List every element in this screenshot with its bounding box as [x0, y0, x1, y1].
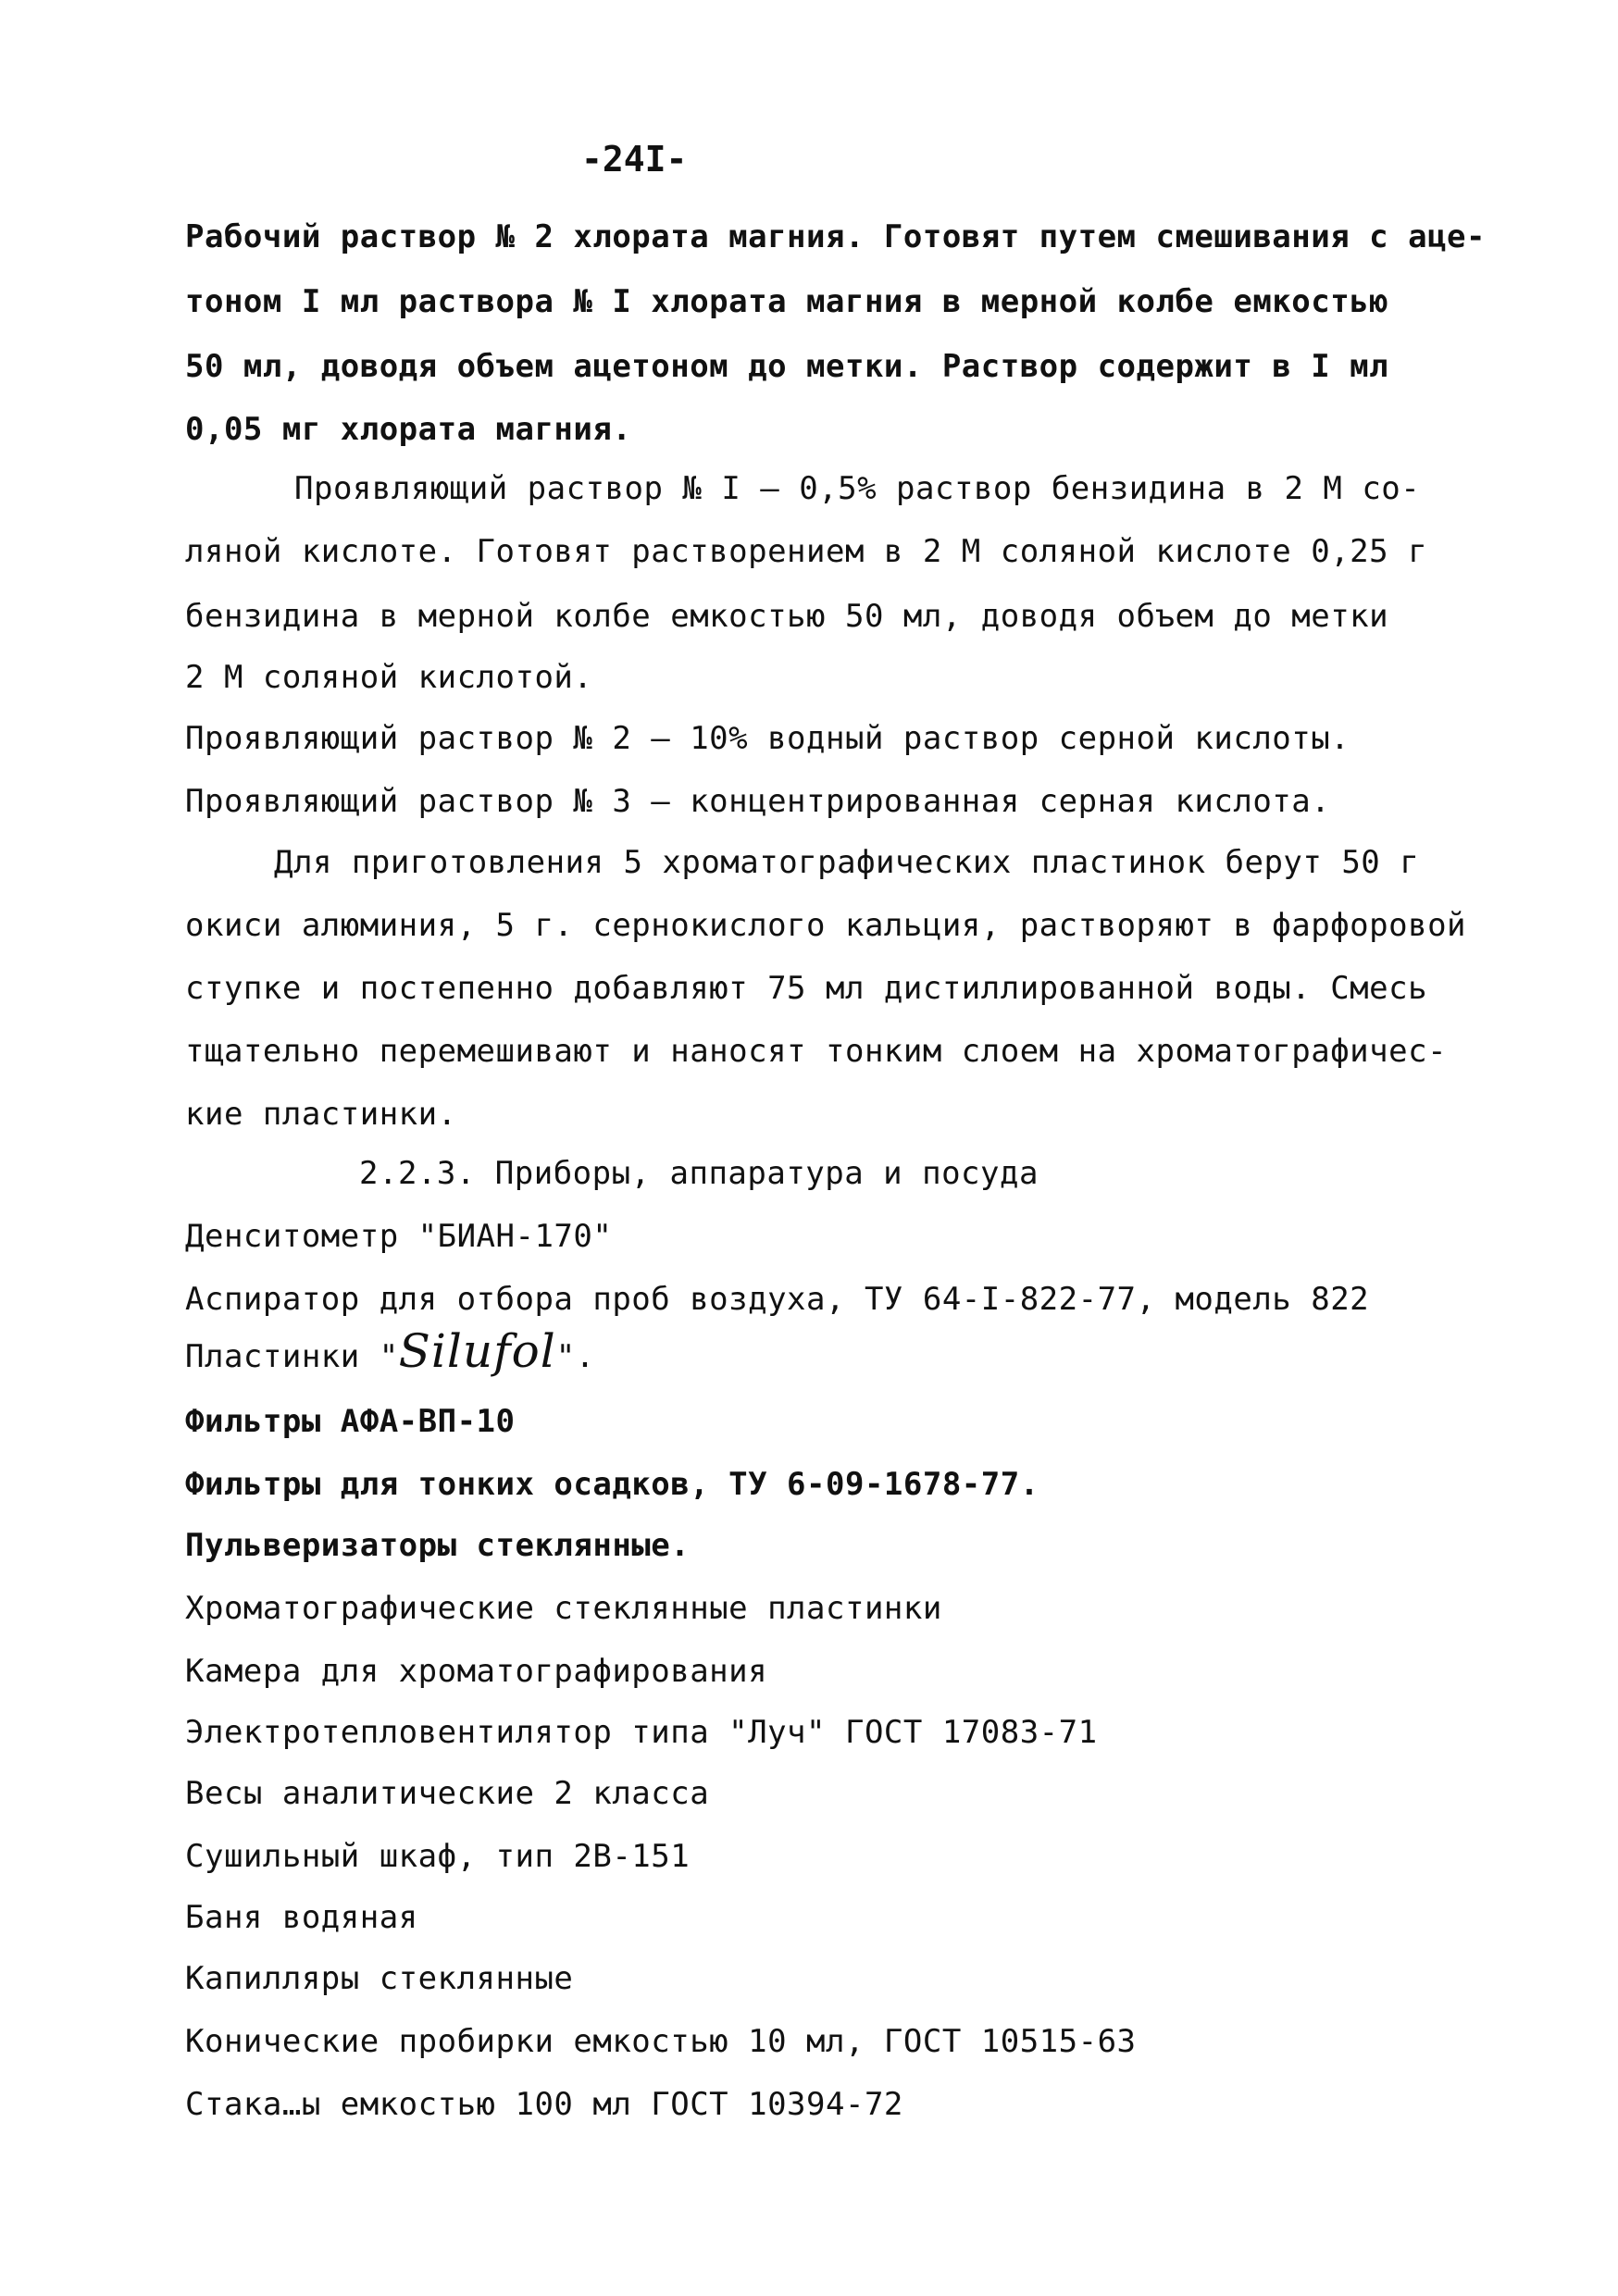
equipment-item-label: ".: [555, 1338, 595, 1375]
equipment-item: Денситометр "БИАН-170": [185, 1218, 613, 1255]
equipment-item-label: Пластинки ": [185, 1338, 399, 1375]
text-line: Проявляющий раствор № I – 0,5% раствор бензидина в 2 М со-: [294, 470, 1421, 507]
equipment-item: Весы аналитические 2 класса: [185, 1775, 710, 1812]
equipment-item: Фильтры АФА-ВП-10: [185, 1403, 516, 1440]
equipment-item: Хроматографические стеклянные пластинки: [185, 1590, 942, 1627]
equipment-item: Баня водяная: [185, 1899, 418, 1936]
equipment-item-plates: [185, 1324, 595, 1378]
equipment-item: Стака…ы емкостью 100 мл ГОСТ 10394-72: [185, 2086, 903, 2123]
equipment-item: Капилляры стеклянные: [185, 1960, 574, 1997]
text-line: Рабочий раствор № 2 хлората магния. Готовят путем смешивания с аце-: [185, 218, 1486, 255]
text-line: 0,05 мг хлората магния.: [185, 411, 632, 448]
text-line: бензидина в мерной колбе емкостью 50 мл, доводя объем до метки: [185, 598, 1389, 635]
text-line: тщательно перемешивают и наносят тонким слоем на хроматографичес-: [185, 1033, 1448, 1070]
text-line: 50 мл, доводя объем ацетоном до метки. Раствор содержит в I мл: [185, 348, 1389, 385]
text-line: ступке и постепенно добавляют 75 мл дистиллированной воды. Смесь: [185, 970, 1428, 1007]
page-number: -24I-: [581, 139, 688, 180]
text-line: ляной кислоте. Готовят растворением в 2 М соляной кислоте 0,25 г: [185, 533, 1428, 570]
handwritten-insert: Silufol: [398, 1324, 556, 1378]
equipment-item: Электротепловентилятор типа "Луч" ГОСТ 17083-71: [185, 1714, 1098, 1751]
text-line: Проявляющий раствор № 3 – концентрированная серная кислота.: [185, 783, 1331, 820]
equipment-item: Конические пробирки емкостью 10 мл, ГОСТ 10515-63: [185, 2023, 1137, 2060]
text-line: 2 М соляной кислотой.: [185, 659, 593, 696]
text-line: Проявляющий раствор № 2 – 10% водный раствор серной кислоты.: [185, 720, 1350, 757]
text-line: окиси алюминия, 5 г. сернокислого кальция, растворяют в фарфоровой: [185, 907, 1467, 944]
text-line: кие пластинки.: [185, 1096, 457, 1133]
text-line: Для приготовления 5 хроматографических пластинок берут 50 г: [274, 844, 1420, 881]
text-line: тоном I мл раствора № I хлората магния в мерной колбе емкостью: [185, 283, 1389, 320]
equipment-item: Фильтры для тонких осадков, ТУ 6-09-1678-77.: [185, 1466, 1039, 1503]
equipment-item: Сушильный шкаф, тип 2В-151: [185, 1838, 691, 1875]
equipment-item: Аспиратор для отбора проб воздуха, ТУ 64-I-822-77, модель 822: [185, 1281, 1370, 1318]
equipment-item: Пульверизаторы стеклянные.: [185, 1527, 691, 1564]
equipment-item: Камера для хроматографирования: [185, 1653, 768, 1690]
section-heading: 2.2.3. Приборы, аппаратура и посуда: [359, 1155, 1039, 1192]
